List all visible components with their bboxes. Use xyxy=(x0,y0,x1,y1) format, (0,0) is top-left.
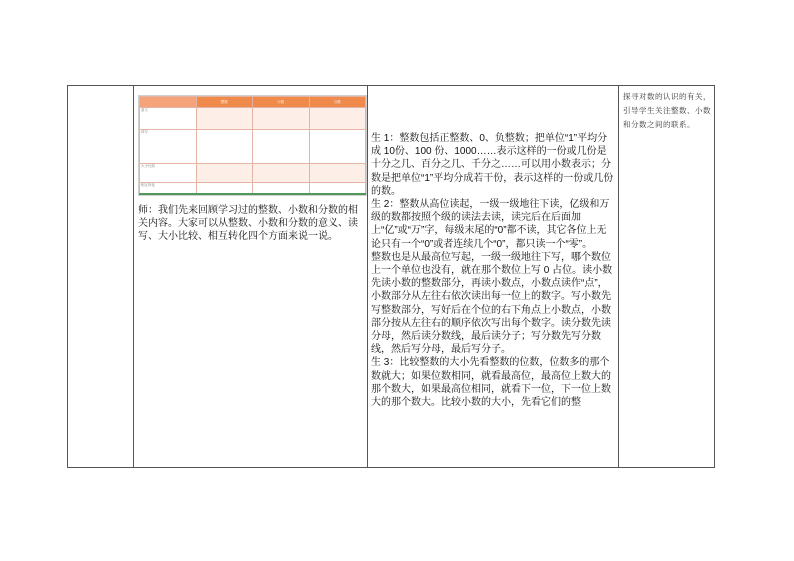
mini-table-corner xyxy=(140,97,197,108)
mini-table-row-meaning: 意义 xyxy=(140,108,197,130)
student-activity-cell xyxy=(368,86,619,468)
mini-table-row-readwrite: 读写 xyxy=(140,130,197,164)
student-1-text: 生 1：整数包括正整数、0、负整数；把单位“1”平均分成 10份、100 份、1000……表示这样的一份或几份是十分之几、百分之几、千分之……可以用小数表示；分数是把单位“1”平均分成若干份，表示这样的一份或几份的数。 xyxy=(371,133,614,197)
table-row xyxy=(68,86,715,468)
student-3-text: 生 3：比较整数的大小先看整数的位数，位数多的那个数就大；如果位数相同，就看最高位，最高位上数大的那个数大，如果最高位相同，就看下一位，下一位上数大的那个数大。比较小数的大小，先看它们的整 xyxy=(371,357,611,409)
student-2-text: 生 2：整数从高位读起，一级一级地往下读，亿级和万级的数都按照个级的读法去读，读完后在后面加上“亿”或“万”字，每级末尾的“0”都不读，其它各位上无论只有一个“0”或者连续几个“0”，都只读一个“零”。 xyxy=(371,199,610,250)
design-intent-cell xyxy=(619,86,715,468)
design-intent-note: 探寻对数的认识的有关，引导学生关注整数、小数和分数之间的联系。 xyxy=(623,92,711,129)
student-responses xyxy=(371,132,616,409)
mini-table-row-convert: 相互转化 xyxy=(140,182,197,194)
mini-table-header-decimal: 小数 xyxy=(253,97,310,108)
blank-cell xyxy=(68,86,134,468)
mini-table-header-fraction: 分数 xyxy=(309,97,366,108)
image-accent-bar xyxy=(139,193,366,195)
mini-table-header-integer: 整数 xyxy=(196,97,253,108)
teacher-activity-cell xyxy=(134,86,368,468)
teacher-prompt: 师：我们先来回顾学习过的整数、小数和分数的相关内容。大家可以从整数、小数和分数的意义、读写、大小比较、相互转化四个方面来说一说。 xyxy=(138,205,358,242)
lesson-table xyxy=(67,85,715,468)
review-table-image xyxy=(138,95,367,196)
mini-table-row-compare: 大小比较 xyxy=(140,164,197,183)
reading-writing-text: 整数也是从最高位写起，一级一级地往下写，哪个数位上一个单位也没有，就在那个数位上写 0 占位。读小数先读小数的整数部分，再读小数点，小数点读作“点”，小数部分从左往右依次读出每一位上的数字。写小数先写整数部分，写好后在个位的右下角点上小数点，小数部分按从左往右的顺序依次写出每个数字。读分数先读分母，然后读分数线，最后读分子；写分数先写分数线，然后写分母，最后写分子。 xyxy=(371,251,613,356)
